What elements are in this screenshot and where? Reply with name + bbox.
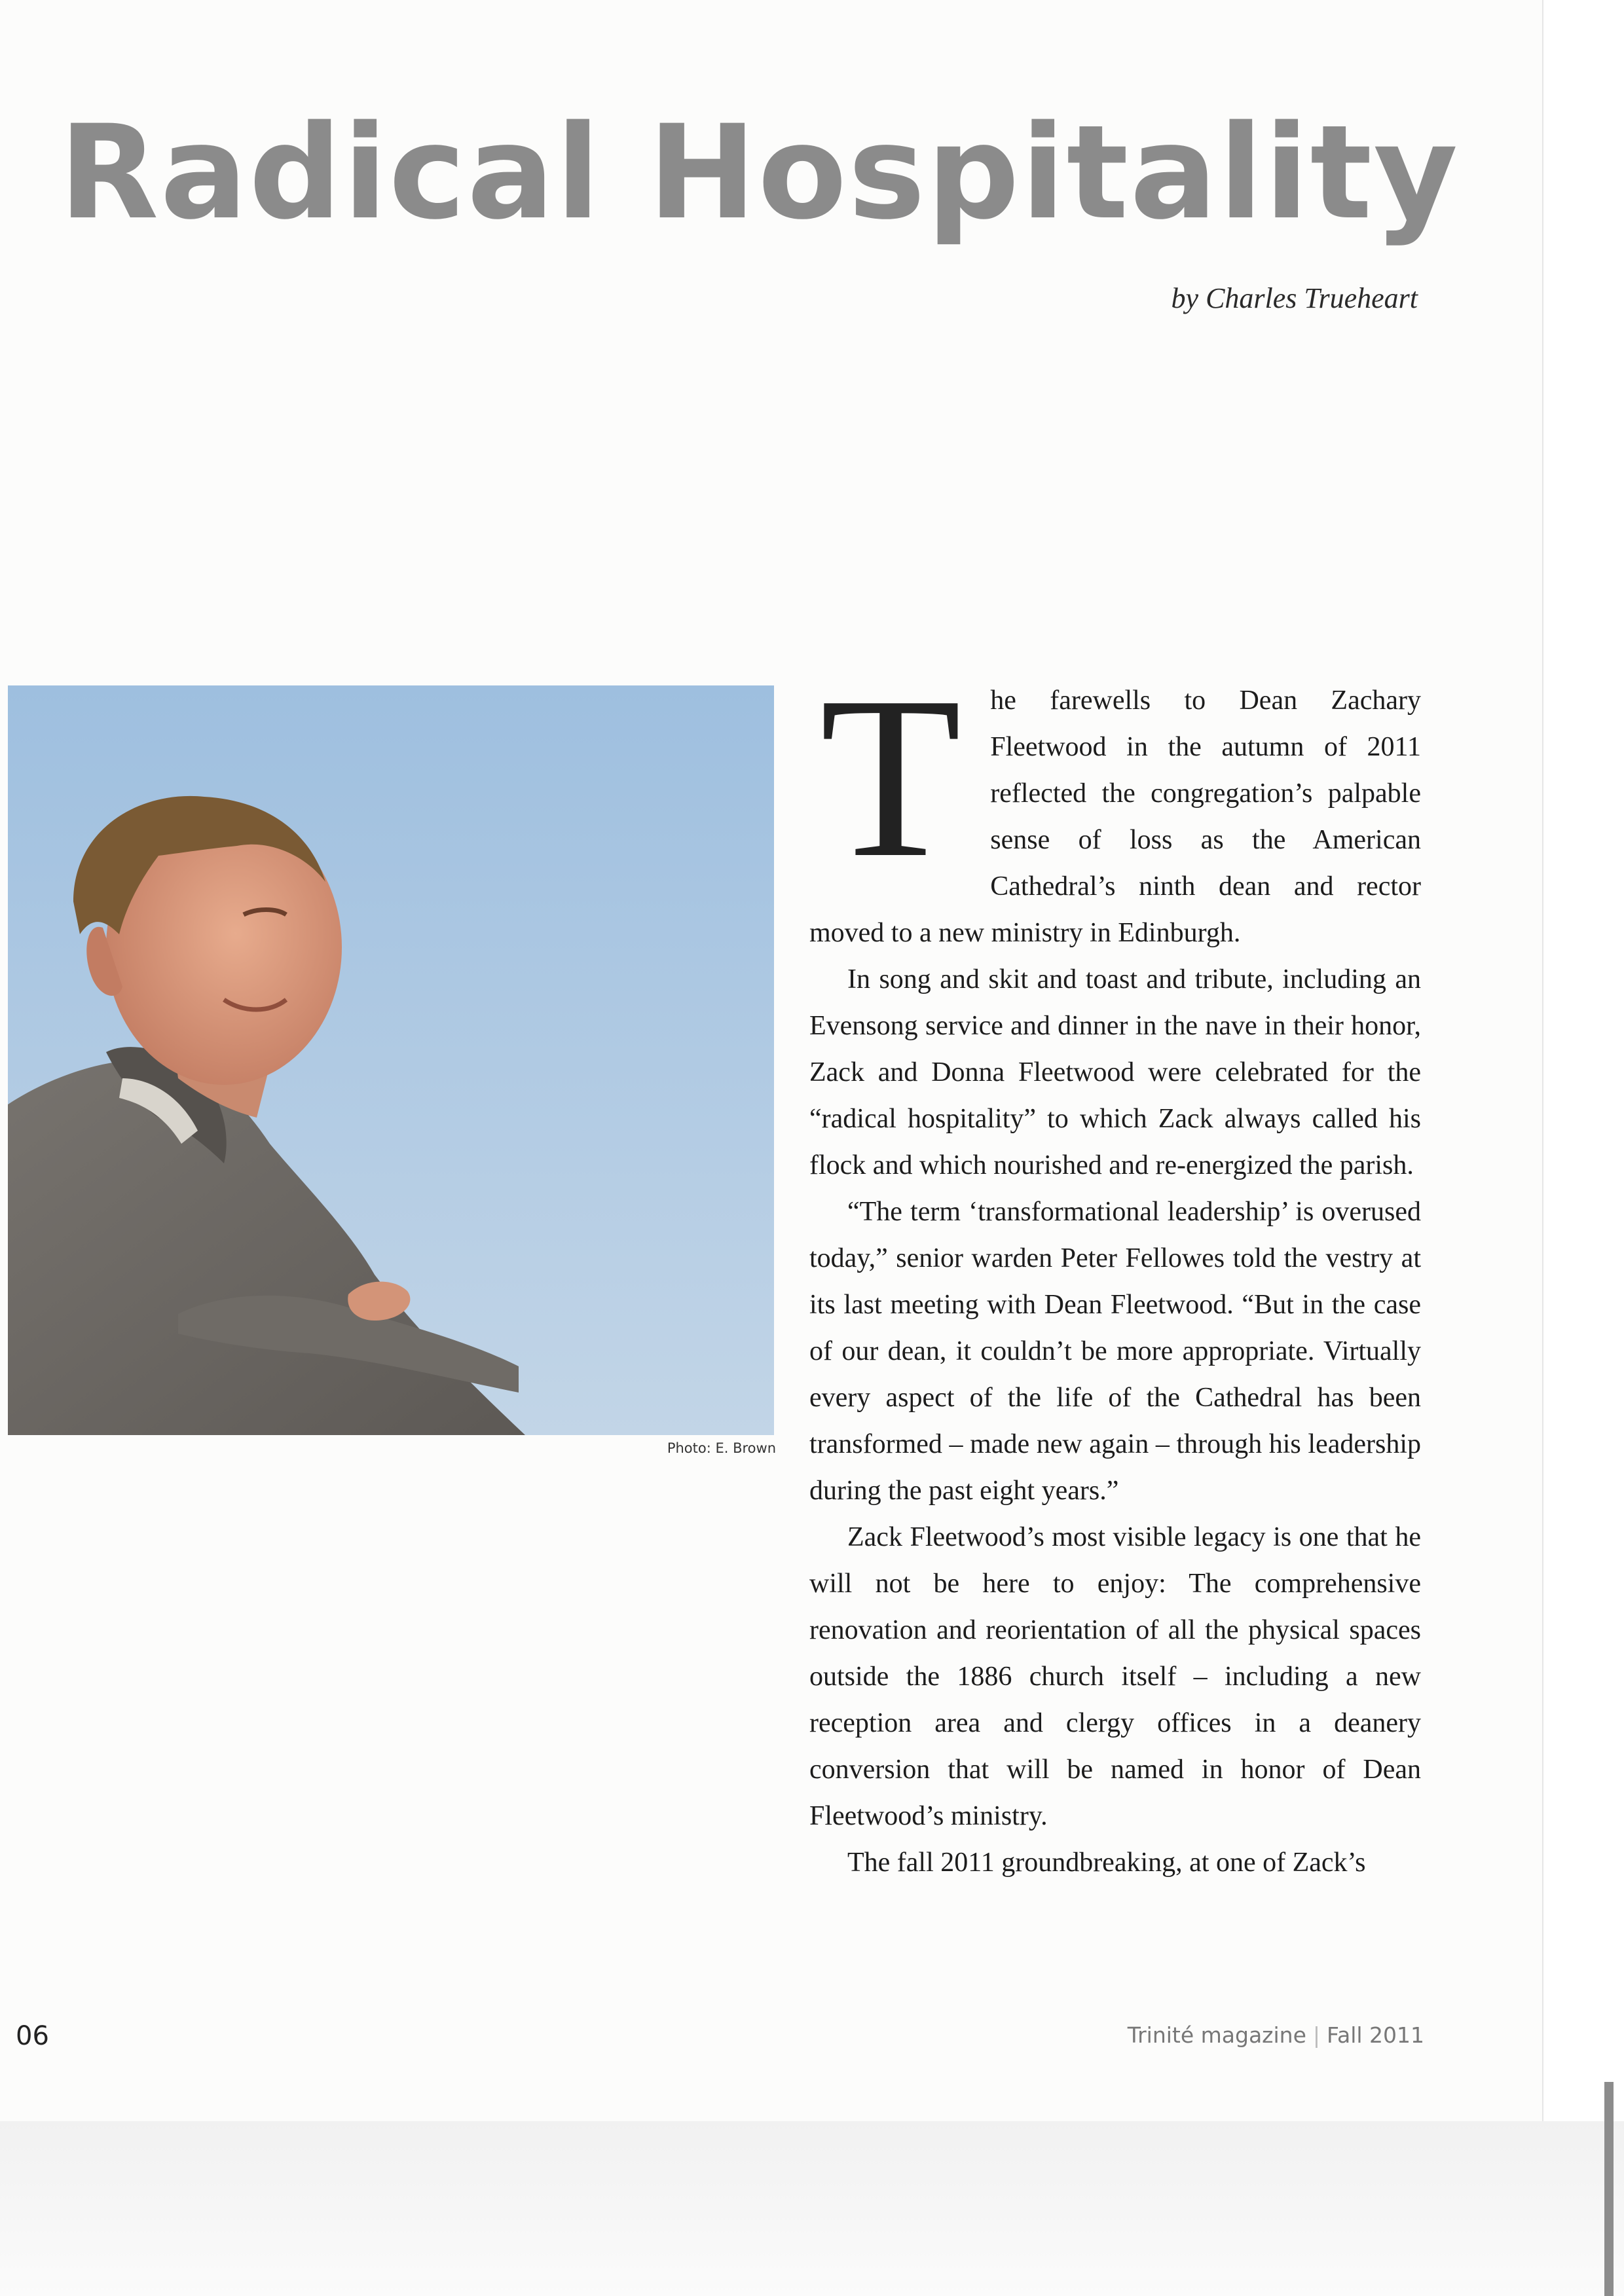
publication-footer	[1080, 2022, 1424, 2048]
paragraph-1	[809, 649, 1421, 957]
article-body	[809, 649, 1421, 1886]
drop-cap: T	[820, 649, 962, 905]
paragraph-3: “The term ‘transformational leadership’ is overused today,” senior warden Peter Fellowes told the vestry at its last meeting with Dean Fleetwood. “But in the case of our dean, it couldn’t be more appropriate. Virtually every aspect of the life of the Cathedral has been transformed – made new again – through his leadership during the past eight years.”	[809, 1197, 1421, 1506]
publication-name: Trinité magazine	[1127, 2022, 1306, 2048]
paragraph-text: he farewells to Dean Zachary Fleetwood in the autumn of 2011 reflected the congregation’s palpable sense of loss as the American Cathedral’s ninth dean and rector moved to a new ministry in Edinburgh.	[809, 685, 1421, 948]
scan-edge-strip	[1604, 2082, 1614, 2296]
scan-margin	[0, 2121, 1624, 2296]
byline: by Charles Trueheart	[1171, 282, 1418, 314]
photo-credit: Photo: E. Brown	[667, 1440, 776, 1456]
issue-date: Fall 2011	[1327, 2022, 1424, 2048]
article-title: Radical Hospitality	[59, 97, 1460, 248]
footer-separator: |	[1312, 2022, 1321, 2048]
paragraph-4: Zack Fleetwood’s most visible legacy is one that he will not be here to enjoy: The comprehensive renovation and reorientation of all the physical spaces outside the 1886 church itself – including a new reception area and clergy offices in a deanery conversion that will be named in honor of Dean Fleetwood’s ministry.	[809, 1522, 1421, 1831]
portrait-photo	[8, 685, 774, 1435]
paragraph-2: In song and skit and toast and tribute, including an Evensong service and dinner in the nave in their honor, Zack and Donna Fleetwood were celebrated for the “radical hospitality” to which Zack always called his flock and which nourished and re-energized the parish.	[809, 964, 1421, 1180]
paragraph-5: The fall 2011 groundbreaking, at one of Zack’s	[847, 1848, 1366, 1878]
page-edge	[1542, 0, 1543, 2121]
page-number: 06	[16, 2021, 49, 2051]
